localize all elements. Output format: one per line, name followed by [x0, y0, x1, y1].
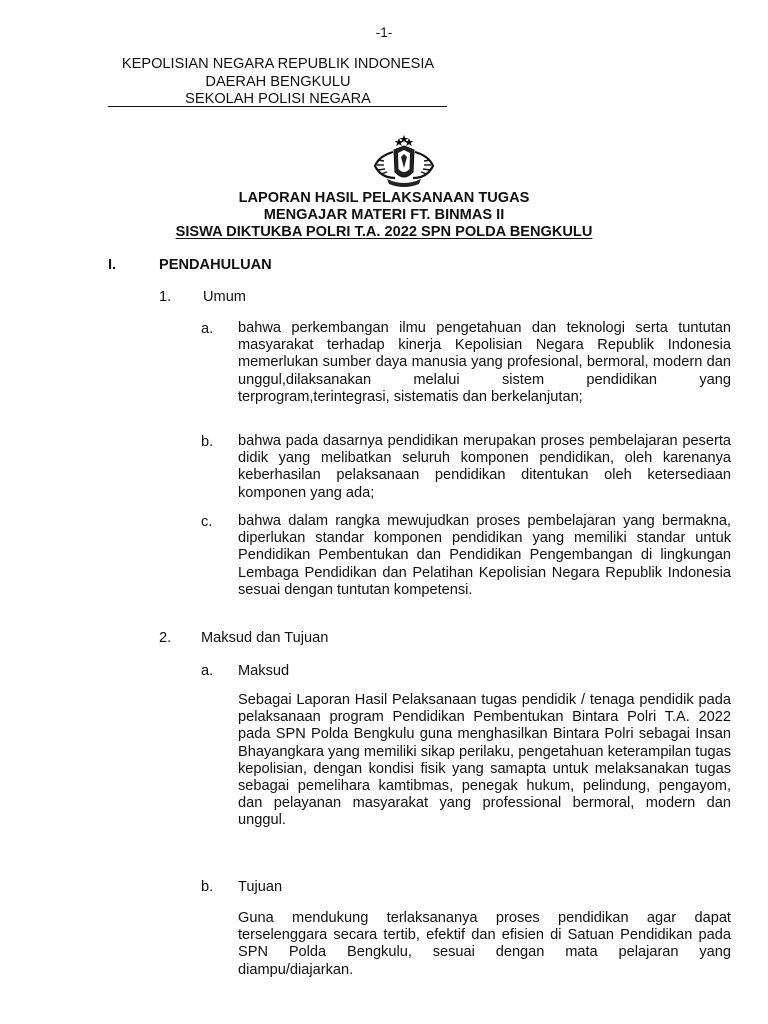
title-line-1: LAPORAN HASIL PELAKSANAAN TUGAS [238, 190, 530, 206]
letterhead-line-2: DAERAH BENGKULU [205, 73, 351, 90]
page-number: -1- [375, 25, 393, 40]
subsection-title: Umum [203, 289, 246, 305]
subsection-number: 1. [159, 289, 172, 305]
subsection-title: Maksud dan Tujuan [201, 630, 329, 646]
item-label: b. [201, 434, 214, 450]
police-emblem-icon [369, 134, 439, 190]
title-line-3: SISWA DIKTUKBA POLRI T.A. 2022 SPN POLDA BENGKULU [175, 224, 593, 240]
item-label: a. [201, 663, 214, 679]
title-line-2: MENGAJAR MATERI FT. BINMAS II [263, 207, 505, 223]
item-label: b. [201, 879, 214, 895]
paragraph-umum-b: bahwa pada dasarnya pendidikan merupakan proses pembelajaran peserta didik yang melibatkan seluruh komponen pendidikan, oleh karenanya keberhasilan pelaksanaan pendidikan ditentukan oleh ketersediaan komponen yang ada; [238, 433, 731, 501]
item-label: a. [201, 321, 214, 337]
item-label: c. [201, 514, 213, 530]
letterhead-underline [108, 106, 447, 107]
section-title: PENDAHULUAN [159, 257, 272, 273]
section-number: I. [108, 257, 117, 273]
letterhead [108, 56, 448, 109]
paragraph-maksud: Sebagai Laporan Hasil Pelaksanaan tugas pendidik / tenaga pendidik pada pelaksanaan program Pendidikan Pembentukan Bintara Polri T.A. 2022 pada SPN Polda Bengkulu guna menghasilkan Bintara Polri sebagai Insan Bhayangkara yang memiliki sikap perilaku, pengetahuan keterampilan tugas kepolisian, dengan kondisi fisik yang samapta untuk melaksanakan tugas sebagai pemelihara kamtibmas, penegak hukum, pelindung, pengayom, dan pelayanan masyarakat yang professional bermoral, modern dan unggul. [238, 692, 731, 829]
paragraph-umum-a: bahwa perkembangan ilmu pengetahuan dan teknologi serta tuntutan masyarakat terhadap kinerja Kepolisian Negara Republik Indonesia memerlukan sumber daya manusia yang profesional, bermoral, modern dan unggul,dilaksanakan melalui sistem pendidikan yang terprogram,terintegrasi, sistematis dan berkelanjutan; [238, 320, 731, 405]
subsection-number: 2. [159, 630, 172, 646]
item-title-tujuan: Tujuan [238, 879, 283, 895]
paragraph-tujuan: Guna mendukung terlaksananya proses pendidikan agar dapat terselenggara secara tertib, efektif dan efisien di Satuan Pendidikan pada SPN Polda Bengkulu, sesuai dengan mata pelajaran yang diampu/diajarkan. [238, 910, 731, 978]
letterhead-line-1: KEPOLISIAN NEGARA REPUBLIK INDONESIA [121, 56, 435, 72]
document-title [0, 190, 768, 241]
letterhead-line-3: SEKOLAH POLISI NEGARA [185, 91, 371, 107]
paragraph-umum-c: bahwa dalam rangka mewujudkan proses pembelajaran yang bermakna, diperlukan standar komponen pendidikan yang memiliki standar untuk Pendidikan Pembentukan dan Pendidikan Pengembangan di lingkungan Lembaga Pendidikan dan Pelatihan Kepolisian Negara Republik Indonesia sesuai dengan tuntutan kompetensi. [238, 513, 731, 598]
item-title-maksud: Maksud [238, 663, 290, 679]
